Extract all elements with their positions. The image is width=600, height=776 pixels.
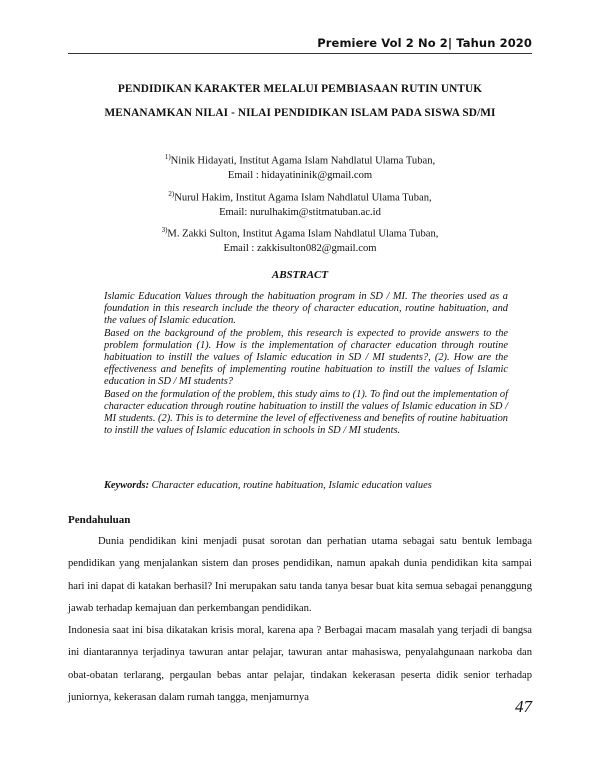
keywords-text: Character education, routine habituation, Islamic education values (149, 480, 432, 491)
body-paragraph-2: Indonesia saat ini bisa dikatakan krisis moral, karena apa ? Berbagai macam masalah yang terjadi di bangsa ini diantarannya terjadinya tawuran antar pelajar, tawuran antar mahasiswa, penyalahgunaan narkoba dan obat-obatan terlarang, pergaulan bebas antar pelajar, tindakan kekerasan peserta didik senior terhadap juniornya, kekerasan dalam rumah tangga, menjamurnya (68, 625, 532, 704)
author-block-1 (80, 150, 520, 183)
section-body (68, 531, 532, 709)
abstract-body (104, 291, 508, 437)
abstract-paragraph-1: Islamic Education Values through the habituation program in SD / MI. The theories used as a foundation in this research include the theory of character education, routine habituation, and the values of Islamic education. (104, 291, 508, 327)
paper-title-line-1: PENDIDIKAN KARAKTER MELALUI PEMBIASAAN RUTIN UNTUK (117, 83, 483, 95)
author-2-marker: 2) (168, 190, 175, 198)
author-1-affiliation: Ninik Hidayati, Institut Agama Islam Nahdlatul Ulama Tuban, (170, 155, 436, 167)
author-block-3 (80, 223, 520, 256)
author-2-email: Email: nurulhakim@stitmatuban.ac.id (219, 206, 381, 218)
abstract-heading: ABSTRACT (271, 269, 329, 281)
author-2-affiliation: Nurul Hakim, Institut Agama Islam Nahdlatul Ulama Tuban, (174, 192, 432, 204)
header-divider (68, 53, 532, 54)
author-block-2 (80, 187, 520, 220)
author-1-marker: 1) (164, 153, 171, 161)
journal-header: Premiere Vol 2 No 2| Tahun 2020 (317, 36, 532, 50)
keywords-line (104, 480, 524, 491)
body-paragraph-1: Dunia pendidikan kini menjadi pusat sorotan dan perhatian utama sebagai satu bentuk lembaga pendidikan yang menjalankan sistem dan proses pendidikan, namun apakah dunia pendidikan kita sampai hari ini dapat di katakan berhasil? Ini merupakan satu tanda tanya besar buat kita semua sebagai penanggung jawab terhadap kemajuan dan perkembangan pendidikan. (68, 536, 532, 614)
keywords-label: Keywords: (104, 480, 150, 491)
author-1-email: Email : hidayatininik@gmail.com (227, 169, 373, 181)
section-heading: Pendahuluan (68, 514, 131, 526)
author-3-affiliation: M. Zakki Sulton, Institut Agama Islam Nahdlatul Ulama Tuban, (167, 228, 439, 240)
paper-title-line-2: MENANAMKAN NILAI - NILAI PENDIDIKAN ISLAM PADA SISWA SD/MI (104, 107, 496, 119)
author-3-marker: 3) (161, 226, 168, 234)
abstract-paragraph-3: Based on the formulation of the problem, this study aims to (1). To find out the implementation of character education through routine habituation to instill the values of Islamic education in SD / MI students. (2). This is to determine the level of effectiveness and benefits of routine habituation to instill the values of Islamic education in schools in SD / MI students. (104, 388, 508, 437)
abstract-paragraph-2: Based on the background of the problem, this research is expected to provide answers to the problem formulation (1). How is the implementation of character education through routine habituation to instill the values of Islamic education in SD / MI students?, (2). How are the effectiveness and benefits of implementing routine habituation to instill the values of Islamic education in SD / MI students? (104, 327, 508, 388)
author-3-email: Email : zakkisulton082@gmail.com (223, 242, 377, 254)
page-number: 47 (515, 697, 532, 716)
